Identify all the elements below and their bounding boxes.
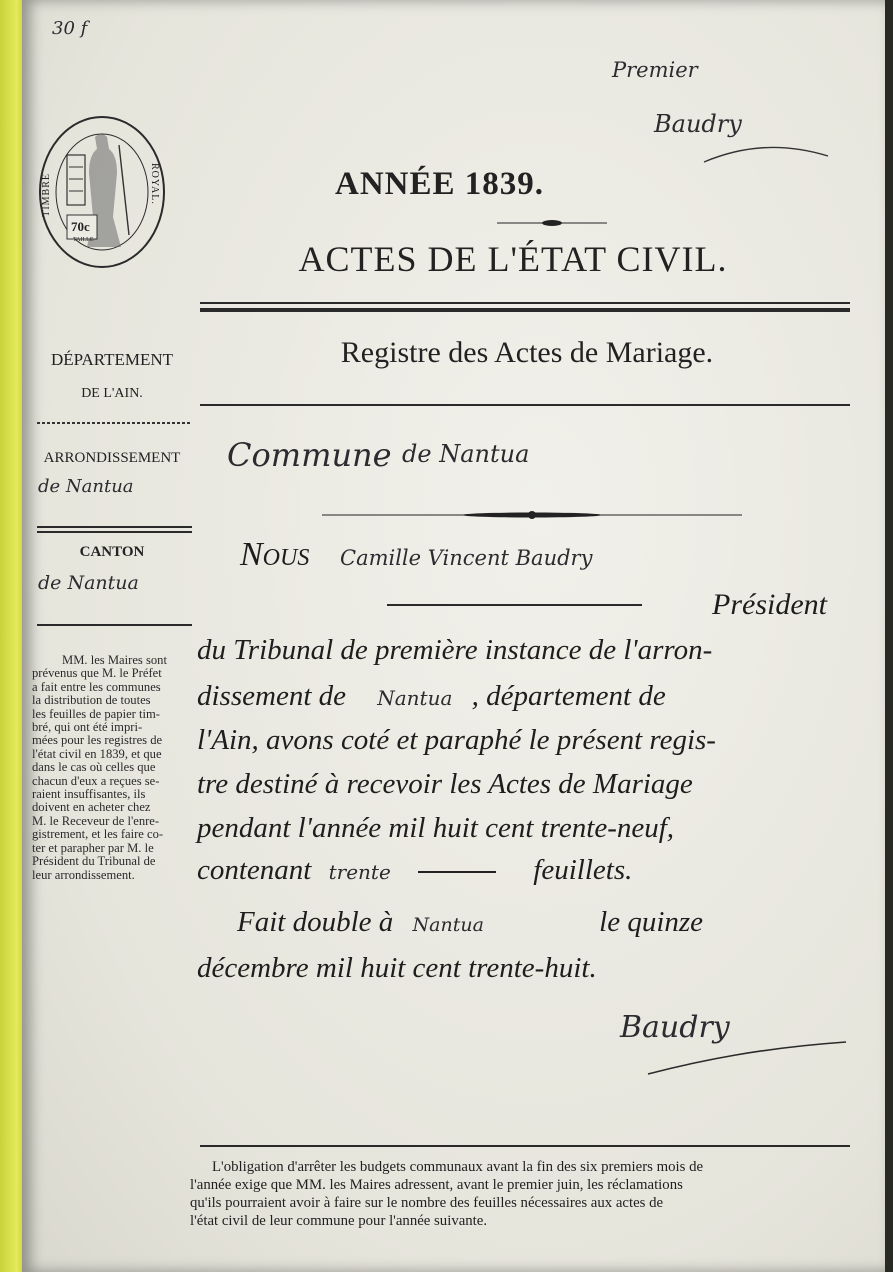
president-word: Président [712,588,827,621]
handwritten-top-signature: Baudry [654,110,742,138]
body-line-7-start: Fait double à [237,906,394,938]
notice-line: la distribution de toutes [32,693,151,708]
departement-label: DÉPARTEMENT [50,350,174,369]
year-heading: ANNÉE 1839. [334,166,545,202]
commune-handwriting: de Nantua [402,440,530,468]
ornament-rule [322,508,742,522]
body-line-3: l'Ain, avons coté et paraphé le présent regis- [197,724,716,756]
register-page [22,0,885,1272]
stamp-left-text: TIMBRE [41,173,52,217]
sidebar-notice [32,654,197,882]
notice-line: chacun d'eux a reçues se- [32,773,160,788]
register-heading: Registre des Actes de Mariage. [340,336,714,369]
sidebar-rule-3 [37,531,192,533]
arrondissement-handwriting: de Nantua [38,476,134,497]
body-line-6 [197,854,852,887]
body-line-6-end: feuillets. [533,854,633,886]
footer-notice [190,1158,850,1230]
ornament-divider [497,218,607,228]
notice-line: ter et parapher par M. le [32,840,154,855]
notice-line: gistrement, et les faire co- [32,827,164,842]
canton-handwriting: de Nantua [38,572,139,594]
title-rule-bottom [200,308,850,312]
place-handwriting: Nantua [412,914,484,936]
notice-line: prévenus que M. le Préfet [32,666,162,681]
sidebar-rule-4 [37,624,192,626]
royal-stamp-seal-icon [37,115,167,270]
footer-line: qu'ils pourraient avoir à faire sur le nombre des feuilles nécessaires aux actes de [190,1195,664,1211]
notice-line: M. le Receveur de l'enre- [32,813,160,828]
notice-line: a fait entre les communes [32,679,161,694]
footer-rule [200,1145,850,1147]
royal-stamp [37,115,167,270]
arrondissement-label: ARRONDISSEMENT [43,450,181,466]
nous-word: Nous [240,536,310,573]
notice-line: raient insuffisantes, ils [32,787,146,802]
notice-line: les feuilles de papier tim- [32,706,160,721]
leaf-count-handwriting: trente [328,860,391,884]
commune-label: Commune [227,436,392,474]
arrondissement-name-handwriting: Nantua [377,686,453,710]
register-rule [200,404,850,406]
canton-label: CANTON [79,544,145,560]
title-rule-top [200,302,850,304]
sidebar-rule-2 [37,526,192,528]
name-underline [387,604,642,606]
page-title: ACTES DE L'ÉTAT CIVIL. [298,239,728,279]
body-line-4: tre destiné à recevoir les Actes de Mariage [197,768,693,800]
notice-line: mées pour les registres de [32,733,163,748]
body-line-1: du Tribunal de première instance de l'arron- [197,634,713,666]
notice-line: leur arrondissement. [32,867,135,882]
footer-line: L'obligation d'arrêter les budgets communaux avant la fin des six premiers mois de [212,1159,704,1175]
footer-line: l'état civil de leur commune pour l'année suivante. [190,1213,488,1229]
body-line-7 [237,906,892,939]
body-line-2-start: dissement de [197,680,346,712]
footer-line: l'année exige que MM. les Maires adressent, avant le premier juin, les réclamations [190,1177,683,1193]
sidebar-rule-1 [37,422,192,424]
leaf-count-dash [418,871,496,873]
handwritten-signature: Baudry [620,1010,730,1045]
stamp-right-text: ROYAL. [149,163,160,205]
handwritten-top-word: Premier [612,58,698,82]
body-line-8: décembre mil huit cent trente-huit. [197,952,597,984]
stamp-bottom-text: TAILLE [73,237,94,243]
body-line-7-end: le quinze [599,906,704,938]
departement-value: DE L'AIN. [81,386,143,401]
notice-line: MM. les Maires sont [62,653,167,667]
body-line-5: pendant l'année mil huit cent trente-neuf, [197,812,675,844]
notice-line: doivent en acheter chez [32,800,151,815]
notice-line: l'état civil en 1839, et que [32,746,162,761]
signature-paraph [642,1030,852,1080]
notice-line: Président du Tribunal de [32,854,156,869]
body-line-6-start: contenant [197,854,312,886]
stamp-price: 70c [71,219,90,234]
body-line-2 [197,680,852,713]
name-handwriting: Camille Vincent Baudry [340,546,593,570]
signature-flourish [702,138,832,168]
notice-line: dans le cas où celles que [32,760,156,775]
margin-note: 30 f [52,18,88,39]
notice-line: bré, qui ont été impri- [32,720,143,735]
body-line-2-end: , département de [471,680,666,712]
